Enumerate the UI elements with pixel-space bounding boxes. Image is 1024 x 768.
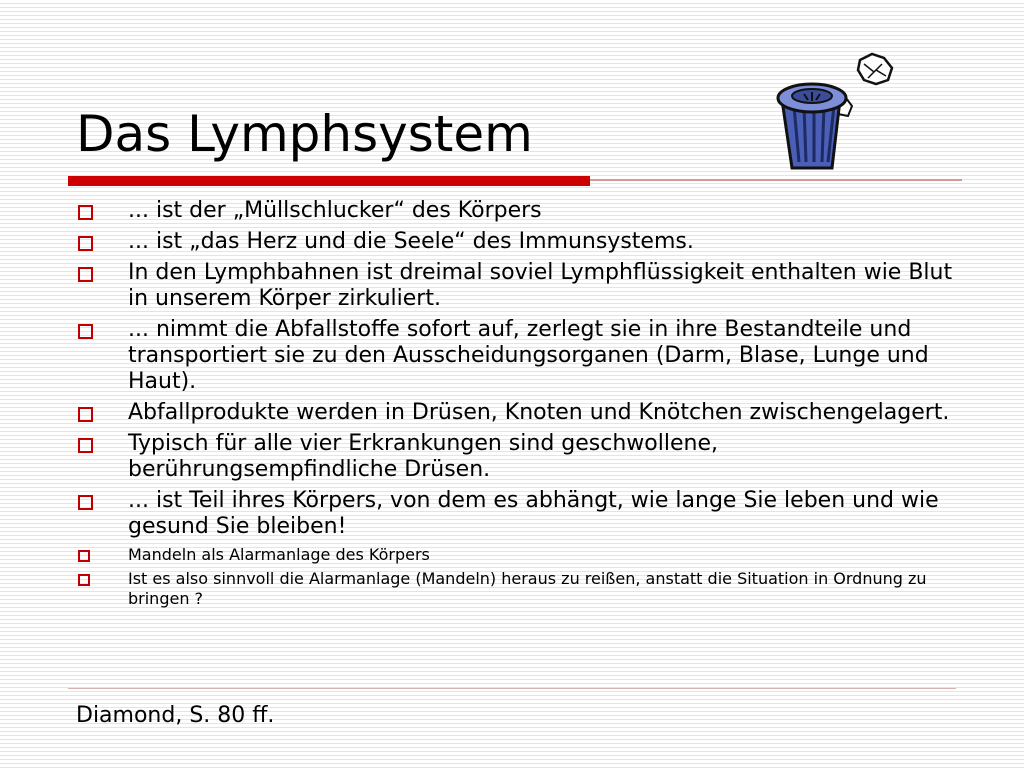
slide-title: Das Lymphsystem: [76, 105, 533, 163]
square-bullet-icon: [78, 407, 93, 422]
source-citation: Diamond, S. 80 ff.: [76, 703, 275, 728]
bullet-text: ... nimmt die Abfallstoffe sofort auf, zerlegt sie in ihre Bestandteile und transportiert sie zu den Ausscheidungsorganen (Darm, Blase, Lunge und Haut).: [128, 317, 929, 394]
square-bullet-icon: [78, 236, 93, 251]
bullet-item: [76, 400, 976, 426]
bullet-text: ... ist Teil ihres Körpers, von dem es abhängt, wie lange Sie leben und wie gesund Sie bleiben!: [128, 488, 939, 539]
bullet-item: [76, 431, 976, 483]
bullet-text: Typisch für alle vier Erkrankungen sind geschwollene, berührungsempfindliche Drüsen.: [128, 431, 718, 482]
square-bullet-icon: [78, 574, 90, 586]
bullet-item: [76, 569, 976, 609]
bullet-text: ... ist „das Herz und die Seele“ des Immunsystems.: [128, 229, 694, 254]
bullet-text: Mandeln als Alarmanlage des Körpers: [128, 545, 430, 564]
title-underline-thin: [590, 179, 962, 181]
square-bullet-icon: [78, 205, 93, 220]
bullet-text: Ist es also sinnvoll die Alarmanlage (Mandeln) heraus zu reißen, anstatt die Situation in Ordnung zu bringen ?: [128, 569, 927, 608]
trash-bin-icon: [768, 50, 903, 175]
bullet-list: [76, 198, 976, 613]
bullet-text: ... ist der „Müllschlucker“ des Körpers: [128, 198, 542, 223]
bullet-text: Abfallprodukte werden in Drüsen, Knoten und Knötchen zwischengelagert.: [128, 400, 950, 425]
square-bullet-icon: [78, 438, 93, 453]
square-bullet-icon: [78, 495, 93, 510]
bullet-item: [76, 198, 976, 224]
square-bullet-icon: [78, 550, 90, 562]
square-bullet-icon: [78, 324, 93, 339]
bullet-item: [76, 488, 976, 540]
square-bullet-icon: [78, 267, 93, 282]
bullet-item: [76, 260, 976, 312]
bullet-item: [76, 545, 976, 565]
bullet-item: [76, 317, 976, 395]
title-underline: [68, 176, 590, 186]
crumpled-paper-icon: [836, 54, 892, 116]
bullet-item: [76, 229, 976, 255]
bullet-text: In den Lymphbahnen ist dreimal soviel Lymphflüssigkeit enthalten wie Blut in unserem Körper zirkuliert.: [128, 260, 953, 311]
footer-divider: [68, 688, 956, 689]
